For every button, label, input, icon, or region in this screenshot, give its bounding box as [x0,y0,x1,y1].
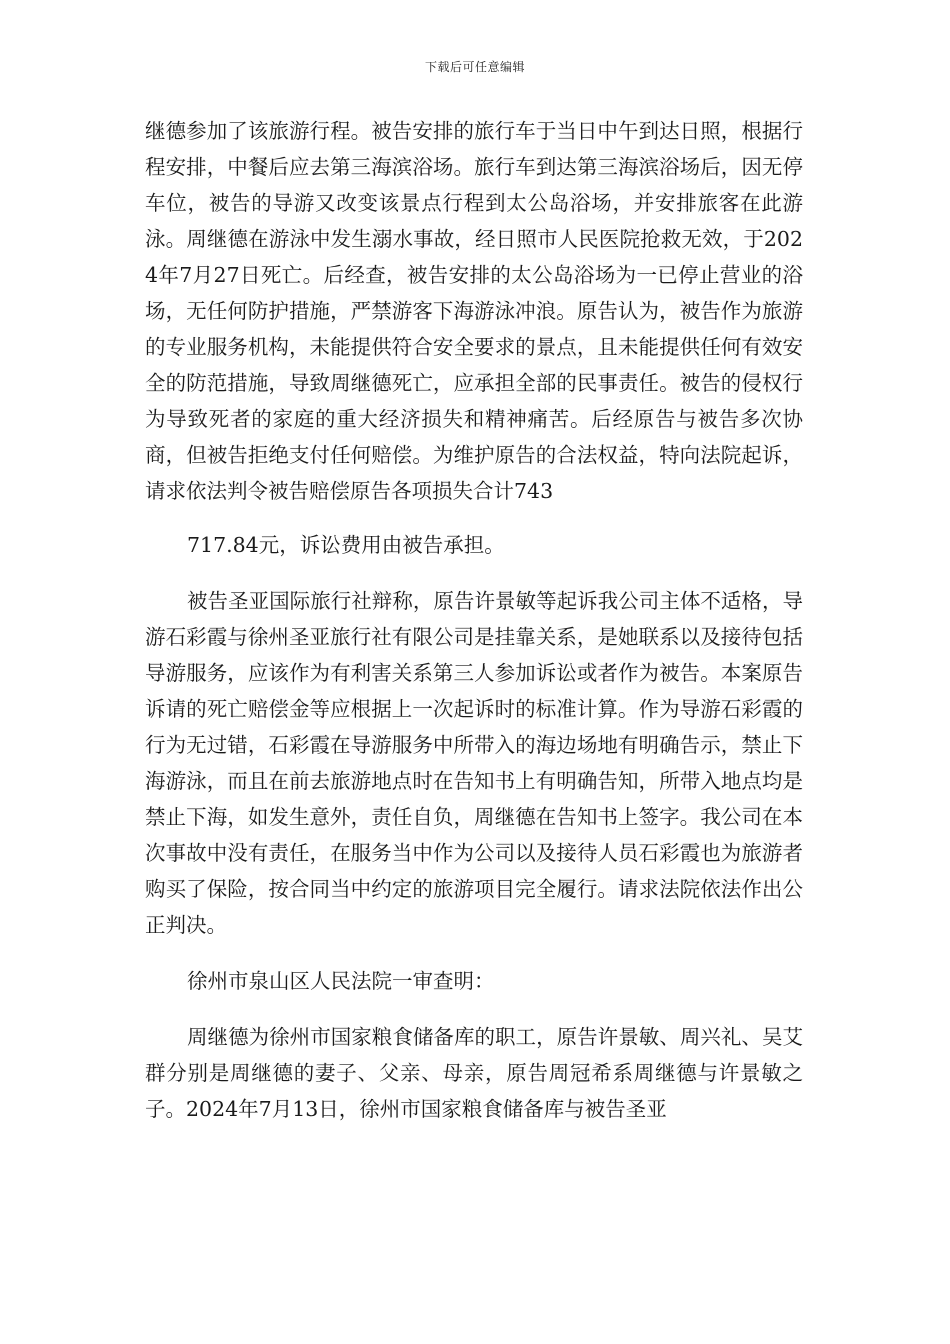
paragraph: 被告圣亚国际旅行社辩称，原告许景敏等起诉我公司主体不适格，导游石彩霞与徐州圣亚旅行社有限公司是挂靠关系，是她联系以及接待包括导游服务，应该作为有利害关系第三人参加诉讼或者作为被告。本案原告诉请的死亡赔偿金等应根据上一次起诉时的标准计算。作为导游石彩霞的行为无过错，石彩霞在导游服务中所带入的海边场地有明确告示，禁止下海游泳，而且在前去旅游地点时在告知书上有明确告知，所带入地点均是禁止下海，如发生意外，责任自负，周继德在告知书上签字。我公司在本次事故中没有责任，在服务当中作为公司以及接待人员石彩霞也为旅游者购买了保险，按合同当中约定的旅游项目完全履行。请求法院依法作出公正判决。 [145,589,803,937]
header-note: 下载后可任意编辑 [424,60,525,74]
paragraph: 继德参加了该旅游行程。被告安排的旅行车于当日中午到达日照，根据行程安排，中餐后应去第三海滨浴场。旅行车到达第三海滨浴场后，因无停车位，被告的导游又改变该景点行程到太公岛浴场，并安排旅客在此游泳。周继德在游泳中发生溺水事故，经日照市人民医院抢救无效，于2024年7月27日死亡。后经查，被告安排的太公岛浴场为一已停止营业的浴场，无任何防护措施，严禁游客下海游泳冲浪。原告认为，被告作为旅游的专业服务机构，未能提供符合安全要求的景点，且未能提供任何有效安全的防范措施，导致周继德死亡，应承担全部的民事责任。被告的侵权行为导致死者的家庭的重大经济损失和精神痛苦。后经原告与被告多次协商，但被告拒绝支付任何赔偿。为维护原告的合法权益，特向法院起诉，请求依法判令被告赔偿原告各项损失合计743 [145,119,803,503]
paragraph: 周继德为徐州市国家粮食储备库的职工，原告许景敏、周兴礼、吴艾群分别是周继德的妻子、父亲、母亲，原告周冠希系周继德与许景敏之子。2024年7月13日，徐州市国家粮食储备库与被告圣亚 [145,1025,803,1121]
paragraph: 717.84元，诉讼费用由被告承担。 [187,533,505,557]
document-body [145,113,803,1127]
paragraph: 徐州市泉山区人民法院一审查明： [187,969,495,993]
